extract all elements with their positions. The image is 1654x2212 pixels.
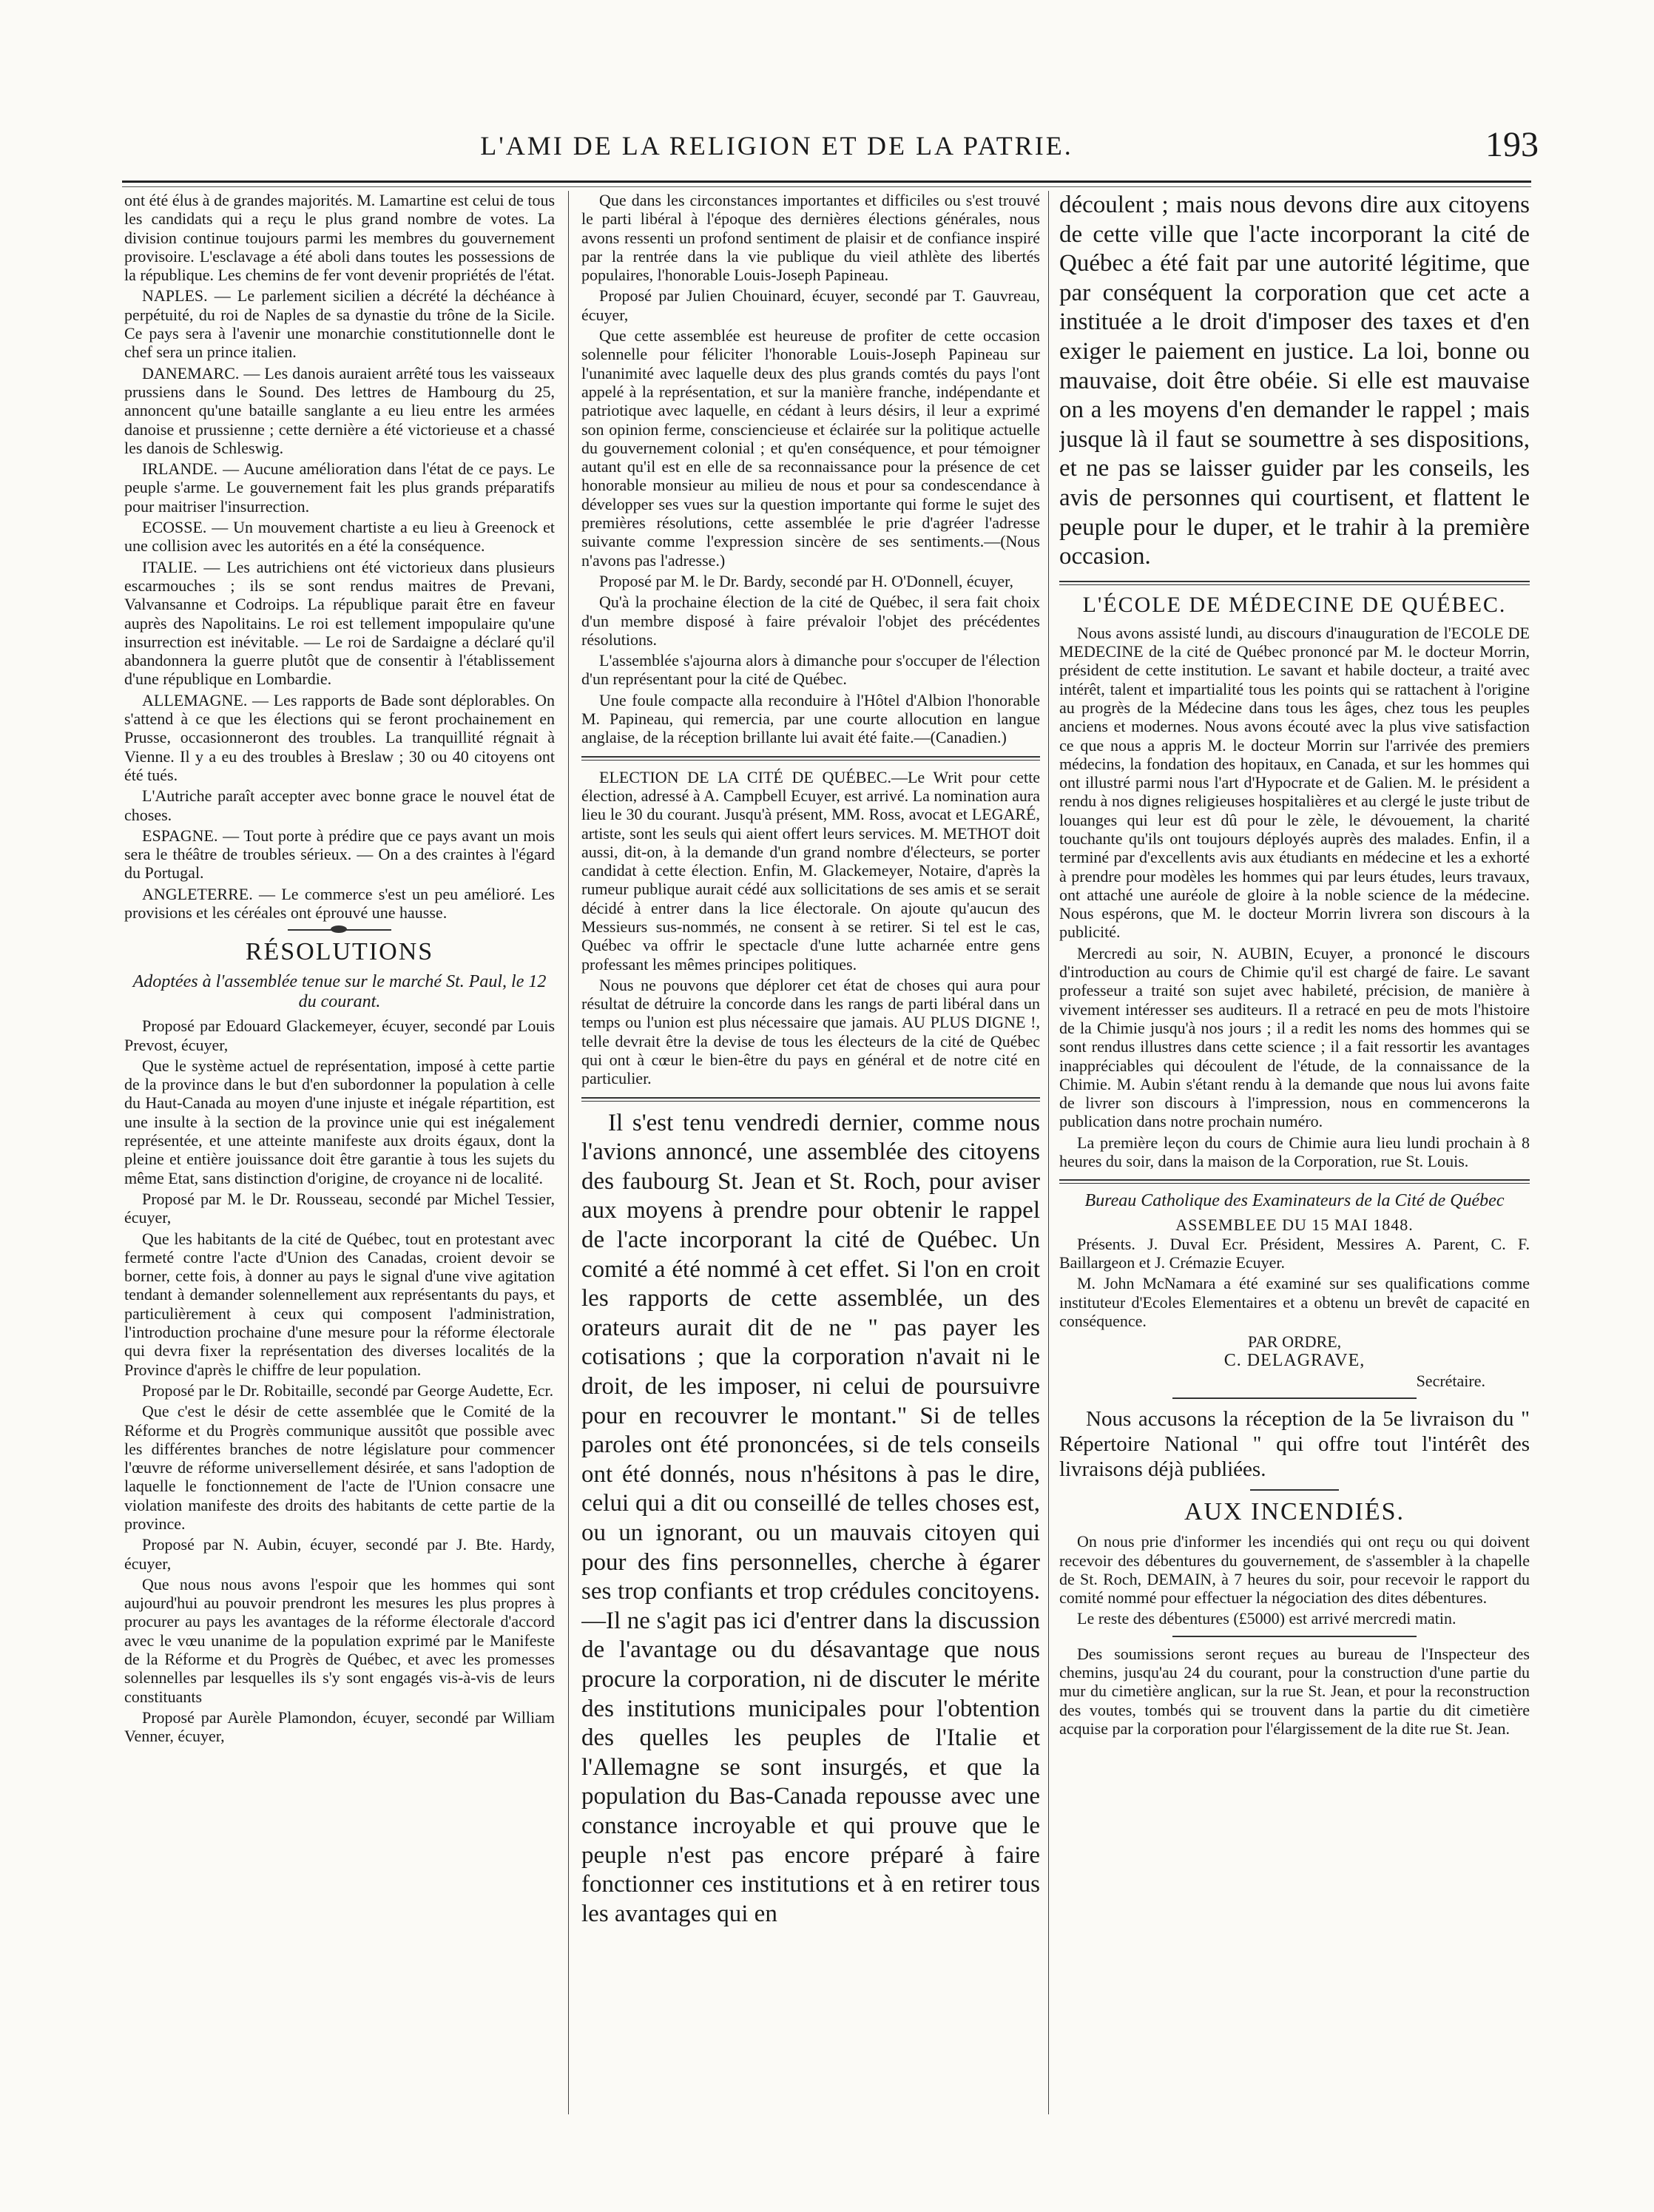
column-middle [581,191,1040,2114]
section-rule [581,1097,1040,1102]
running-title: L'AMI DE LA RELIGION ET DE LA PATRIE. [480,131,1073,161]
paragraph-chimie: Mercredi au soir, N. AUBIN, Ecuyer, a prononcé le discours d'introduction au cours de Chimie qu'il est chargé de faire. Le savant professeur a traité son sujet avec habileté, précision, de manière à vivement intéresser ses auditeurs. Il a retracé en peu de mots l'histoire de la Chimie jusqu'à nos jours ; il a redit les noms des hommes qui se sont rendus illustres dans cette science ; il a fait ressortir les avantages inappréciables qui découlent de l'étude, de la connaissance de la Chimie. M. Aubin s'étant rendu à la demande que nous lui avons faite de livrer son discours à l'impression, nous en commencerons la publication dans notre prochain numéro. [1059,943,1530,1131]
resolution-mover: Proposé par M. le Dr. Rousseau, secondé par Michel Tessier, écuyer, [124,1189,555,1227]
paragraph-corporation: Il s'est tenu vendredi dernier, comme nous l'avions annoncé, une assemblée des citoyens des faubourg St. Jean et St. Roch, pour aviser aux moyens à prendre pour obtenir le rappel de l'acte incorporant la cité de Québec. Un comité a été nommé à cet effet. Si l'on en croit les rapports de cette assemblée, un des orateurs aurait dit de ne " pas payer les cotisations ; que la corporation n'avait ni le droit, de les imposer, ni celui de poursuivre pour en recouvrer le montant." Si de telles paroles ont été prononcées, si de tels conseils ont été donnés, nous n'hésitons à pas le dire, celui qui a dit ou conseillé de telles choses est, ou un ignorant, ou un mauvais citoyen qui pour des fins personnelles, cherche à égarer ses trop confiants et trop crédules concitoyens.—Il ne s'agit pas ici d'entrer dans la discussion de l'avantage ou du désavantage que nous procure la corporation, ni de discuter le mérite des institutions municipales pour l'obtention des quelles les peuples de l'Italie et l'Allemagne se sont insurgés, et que la population du Bas-Canada repousse avec une constance incroyable et qui prouve que le peuple n'est pas encore préparé à faire fonctionner ces institutions et à en retirer tous les avantages qui en [581,1109,1040,1927]
paragraph-lecon: La première leçon du cours de Chimie aura lieu lundi prochain à 8 heures du soir, dans la maison de la Corporation, rue St. Louis. [1059,1133,1530,1171]
section-title-resolutions: RÉSOLUTIONS [245,938,434,966]
resolution-text: Que les habitants de la cité de Québec, tout en protestant avec fermeté contre l'acte d'Union des Canadas, croient devoir se borner, cette fois, à donner au pays le signal d'une vive agitation tendant à demander solennellement aux représentants du pays, et particulièrement à ceux qui composent l'administration, l'introduction prochaine d'une mesure pour la réforme électorale qui devra fixer la représentation des diverses localités de la Province d'après le chiffre de leur population. [124,1229,555,1379]
paragraph-allemagne: ALLEMAGNE. — Les rapports de Bade sont déplorables. On s'attend à ce que les élections qui se feront prochainement en Prusse, occasionneront des troubles. La tranquillité régnait à Vienne. Il y a eu des troubles à Breslaw ; 30 ou 40 citoyens ont été tués. [124,690,555,784]
header-rule [122,181,1531,183]
paragraph-autriche: L'Autriche paraît accepter avec bonne grace le nouvel état de choses. [124,786,555,824]
paragraph-election: ELECTION DE LA CITÉ DE QUÉBEC.—Le Writ pour cette élection, adressé à A. Campbell Ecuyer, est arrivé. La nomination aura lieu le 30 du courant. Jusqu'à présent, MM. Ross, avocat et LEGARÉ, artiste, sont les seuls qui aient offert leurs services. M. METHOT doit aussi, dit-on, à la demande d'un grand nombre d'électeurs, se porter candidat à cette élection. Enfin, M. Glackemeyer, Notaire, d'après la rumeur publique aurait cédé aux sollicitations de ses amis et se serait décidé à entrer dans la lice électorale. On ajoute qu'aucun des Messieurs sus-nommés, ne consent à se retirer. Si tel est le cas, Québec va offrir le spectacle d'une lutte acharnée entre gens professant les mêmes principes politiques. [581,767,1040,974]
paragraph-france: ont été élus à de grandes majorités. M. Lamartine est celui de tous les candidats qui a reçu le plus grand nombre de votes. La division continue toujours parmi les membres du gouvernement provisoire. L'esclavage a été aboli dans toutes les possessions de la république. Les chemins de fer vont devenir propriétés de l'état. [124,191,555,285]
paragraph-repertoire: Nous accusons la réception de la 5e livraison du " Répertoire National " qui offre tout l'intérêt des livraisons déjà publiées. [1059,1407,1530,1482]
paragraph-italie: ITALIE. — Les autrichiens ont été victorieux dans plusieurs escarmouches ; ils se sont rendus maitres de Prevani, Valvansanne et Codroips. La république parait être en faveur auprès des Napolitains. Le roi est tellement impopulaire qu'une insurrection est inévitable. — Le roi de Sardaigne a déclaré qu'il abandonnera la guerre plutôt que de consentir à l'établissement d'une république en Lombardie. [124,557,555,689]
paragraph-papineau: Une foule compacte alla reconduire à l'Hôtel d'Albion l'honorable M. Papineau, qui remercia, par une courte allocution en langue anglaise, de la réception brillante lui avait été faite.—(Canadien.) [581,690,1040,747]
divider [1250,1489,1339,1491]
resolutions-subtitle: Adoptées à l'assemblée tenue sur le marché St. Paul, le 12 du courant. [132,972,547,1012]
paragraph-danemarc: DANEMARC. — Les danois auraient arrêté tous les vaisseaux prussiens dans le Sound. Des lettres de Hambourg du 25, annoncent qu'une bataille sanglante a eu lieu entre les armées danoise et prussienne ; cette dernière a été victorieuse et a chassé les danois de Schleswig. [124,363,555,457]
paragraph-incendies: On nous prie d'informer les incendiés qui ont reçu ou qui doivent recevoir des débentures du gouvernement, de s'assembler à la chapelle de St. Roch, DEMAIN, à 7 heures du soir, pour recevoir le rapport du comité nommé pour effectuer la négociation des dites débentures. [1059,1532,1530,1608]
paragraph-corporation-cont: découlent ; mais nous devons dire aux citoyens de cette ville que l'acte incorporant la cité de Québec a été fait par une autorité légitime, que par conséquent la corporation que cet acte a instituée a le droit d'imposer des taxes et d'en exiger le paiement en justice. La loi, bonne ou mauvaise, doit être obéie. Si elle est mauvaise on a les moyens d'en demander le rappel ; mais jusque là il faut se soumettre à ses dispositions, et ne pas se laisser guider par les conseils, les avis de personnes qui courtisent, et flattent le peuple pour le duper, et le trahir à la première occasion. [1059,192,1530,570]
paragraph-irlande: IRLANDE. — Aucune amélioration dans l'état de ce pays. Le peuple s'arme. Le gouvernement fait les plus grands préparatifs pour maitriser l'insurrection. [124,459,555,516]
column-rule [568,191,569,2114]
par-ordre: PAR ORDRE, [1247,1332,1342,1352]
paragraph-naples: NAPLES. — Le parlement sicilien a décrété la déchéance à perpétuité, du roi de Naples de sa dynastie du trône de la Sicile. Ce pays sera à l'avenir une monarchie constitutionnelle dont le chef sera un prince italien. [124,286,555,362]
signature: C. DELAGRAVE, [1223,1351,1366,1371]
resolution-text: Que nous nous avons l'espoir que les hommes qui sont aujourd'hui au pouvoir prendront les mesures les plus propres à procurer au pays les avantages de la réforme électorale d'accord avec le vœu unanime de la population exprimé par le Manifeste de la Réforme et du Progrès de Québec, et avec les promesses solennelles par lesquelles ils s'y sont engagés vis-à-vis de leurs constituants [124,1574,555,1706]
paragraph-adjournment: L'assemblée s'ajourna alors à dimanche pour s'occuper de l'élection d'un représentant pour la cité de Québec. [581,651,1040,689]
divider [1172,1636,1417,1637]
resolution-text: Que le système actuel de représentation, imposé à cette partie de la province dans le but d'en subordonner la population à celle du Haut-Canada au moyen d'une injuste et inégale répartition, est une insulte à la section de la province unie qui est inégalement représentée, et une atteinte manifeste aux droits égaux, dont la pleine et entière jouissance doit être garantie à tous les sujets du même Etat, sans distinction d'origine, de croyance ni de localité. [124,1056,555,1187]
resolution-text: Que dans les circonstances importantes et difficiles ou s'est trouvé le parti libéral à l'époque des dernières élections générales, nous avons ressenti un profond sentiment de plaisir et de confiance inspiré par la rentrée dans la vie publique du vieil athlète des libertés populaires, l'honorable Louis-Joseph Papineau. [581,191,1040,285]
secretaire: Secrétaire. [1416,1371,1485,1390]
ornament-divider [288,929,391,931]
paragraph-ecole: Nous avons assisté lundi, au discours d'inauguration de l'ECOLE DE MEDECINE de la cité de Québec prononcé par M. le docteur Morrin, président de cette institution. Le savant et habile docteur, a traité avec intérêt, talent et impartialité tous les points qui se rattachent à l'origine au progrès de la Médecine dans tous les âges, chez tous les peuples anciens et modernes. Nous avons écouté avec la plus vive satisfaction ce que nous a appris M. le docteur Morrin sur l'arrivée des premiers médecins, la fondation des hopitaux, en Canada, et sur les hommes qui ont illustré parmi nous l'art d'Hypocrate et de Galien. M. le président a rendu à nos dignes religieuses hospitalières et au clergé le juste tribut de louanges qui leur est dû pour le zèle, le dévouement, la charité touchante qu'ils ont toujours déployés auprès des malades. Enfin, il a terminé par d'excellents avis aux étudiants en médecine et les a exhorté à prendre pour modèles les hommes qui par leurs études, leurs travaux, ont attaché une auréole de gloire à la noble science de la médecine. Nous espérons, que M. le docteur Morrin livrera son discours à la publicité. [1059,623,1530,942]
section-title-incendies: AUX INCENDIÉS. [1184,1498,1405,1526]
resolution-mover: Proposé par M. le Dr. Bardy, secondé par H. O'Donnell, écuyer, [599,571,1014,590]
column-rule [1048,191,1049,2114]
resolution-text: Que cette assemblée est heureuse de profiter de cette occasion solennelle pour féliciter l'honorable Louis-Joseph Papineau sur l'unanimité avec laquelle deux des plus grands comtés du pays l'ont appelé à la représentation, et sur la manière franche, indépendante et patriotique avec laquelle, en cédant à leurs désirs, il leur a exprimé son opinion ferme, consciencieuse et éclairée sur la politique actuelle du gouvernement colonial ; et qu'en conséquence, et pour témoigner autant qu'il est en elle de sa reconnaissance pour la présence de cet honorable monsieur au milieu de nous et pour sa condescendance à développer ses vues sur la question importante qui forme le sujet des premières résolutions, cette assemblée le prie d'agréer l'adresse suivante comme l'expression sincère de ses sentiments.—(Nous n'avons pas l'adresse.) [581,326,1040,570]
bureau-present: Présents. J. Duval Ecr. Président, Messires A. Parent, C. F. Baillargeon et J. Crémazie Ecuyer. [1059,1234,1530,1272]
column-left [124,191,555,2114]
bureau-date: ASSEMBLEE DU 15 MAI 1848. [1175,1215,1414,1235]
paragraph-debentures: Le reste des débentures (£5000) est arrivé mercredi matin. [1077,1609,1456,1628]
paragraph-ecosse: ECOSSE. — Un mouvement chartiste a eu lieu à Greenock et une collision avec les autorités en a été la conséquence. [124,518,555,556]
bureau-title: Bureau Catholique des Examinateurs de la Cité de Québec [1084,1191,1505,1211]
resolution-text: Qu'à la prochaine élection de la cité de Québec, il sera fait choix d'un membre disposé à faire prévaloir l'objet des précédentes résolutions. [581,593,1040,649]
section-rule [1059,581,1530,585]
resolution-mover: Proposé par Julien Chouinard, écuyer, secondé par T. Gauvreau, écuyer, [581,286,1040,324]
resolution-mover: Proposé par Edouard Glackemeyer, écuyer, secondé par Louis Prevost, écuyer, [124,1016,555,1054]
resolution-mover: Proposé par le Dr. Robitaille, secondé par George Audette, Ecr. [142,1380,554,1400]
bureau-text: M. John McNamara a été examiné sur ses qualifications comme instituteur d'Ecoles Elementaires et a obtenu un brevêt de capacité en conséquence. [1059,1274,1530,1330]
divider [1172,1397,1417,1399]
page-number: 193 [1485,125,1539,164]
resolution-mover: Proposé par Aurèle Plamondon, écuyer, secondé par William Venner, écuyer, [124,1707,555,1746]
section-rule [581,756,1040,761]
paragraph-espagne: ESPAGNE. — Tout porte à prédire que ce pays avant un mois sera le théâtre de troubles sérieux. — On a des craintes à l'égard du Portugal. [124,826,555,883]
column-right [1059,191,1530,2114]
section-title-ecole: L'ÉCOLE DE MÉDECINE DE QUÉBEC. [1082,592,1507,617]
paragraph-au-plus-digne: Nous ne pouvons que déplorer cet état de choses qui aura pour résultat de détruire la concorde dans les rangs de parti libéral dans un temps ou l'union est plus nécessaire que jamais. AU PLUS DIGNE !, telle devrait être la devise de tous les électeurs de la cité de Québec qui ont à cœur le bien-être du pays en général et de notre cité en particulier. [581,975,1040,1088]
paragraph-soumissions: Des soumissions seront reçues au bureau de l'Inspecteur des chemins, jusqu'au 24 du courant, pour la construction d'une partie du mur du cimetière anglican, sur la rue St. Jean, et pour la reconstruction des voutes, tombés qui se trouvent dans la partie du dit cimetière acquise par la corporation pour l'élargissement de la dite rue St. Jean. [1059,1644,1530,1738]
header-rule-thin [122,186,1531,187]
resolution-mover: Proposé par N. Aubin, écuyer, secondé par J. Bte. Hardy, écuyer, [124,1535,555,1573]
section-rule [1059,1179,1530,1184]
resolution-text: Que c'est le désir de cette assemblée que le Comité de la Réforme et du Progrès communique aussitôt que possible avec les différentes branches de notre législature pour commencer l'œuvre de réforme universellement désirée, et sans l'adoption de laquelle le fonctionnement de l'acte de l'Union consacre une violation manifeste des droits des habitants de cette partie de la province. [124,1402,555,1533]
paragraph-angleterre: ANGLETERRE. — Le commerce s'est un peu amélioré. Les provisions et les céréales ont éprouvé une hausse. [124,884,555,922]
